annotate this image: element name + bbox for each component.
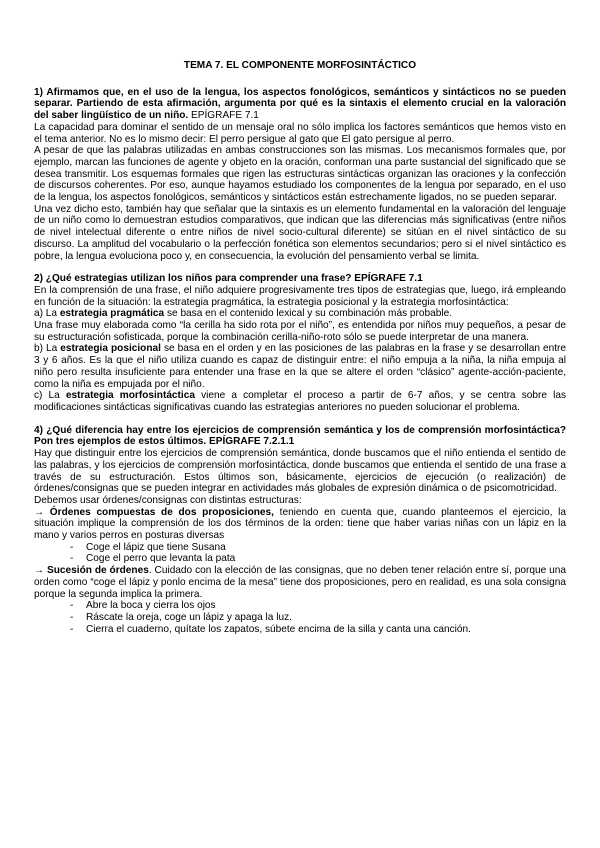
q1-paragraph-3: Una vez dicho esto, también hay que señalar que la sintaxis es un elemento fundamental en la valoración del lenguaje de un niño como lo demuestran estudios comparativos, que indican que las diferencias más significativas (entre niños de nivel intelectual diferente o entre niños de nivel socio-cultural diferente) se sitúan en el nivel sintáctico de su discurso. La amplitud del vocabulario o la perfección fonética son elementos secundarios; pero si el nivel sintáctico es pobre, la lengua evoluciona poco y, en consecuencia, la evolución del pensamiento verbal se limita. [34, 203, 566, 262]
q1-paragraph-1: La capacidad para dominar el sentido de un mensaje oral no sólo implica los factores semánticos que hemos visto en el tema anterior. No es lo mismo decir: El perro persigue al gato que El gato persigue al perro. [34, 121, 566, 145]
q2-paragraph-1: En la comprensión de una frase, el niño adquiere progresivamente tres tipos de estrategias que, luego, irá empleando en función de la situación: la estrategia pragmática, la estrategia posicional y la estrategia morfosintáctica: [34, 284, 566, 308]
arrow-icon: → [34, 506, 50, 518]
q2-a-term: estrategia pragmática [59, 308, 165, 320]
question-2: 2) ¿Qué estrategias utilizan los niños para comprender una frase? EPÍGRAFE 7.1 [34, 273, 423, 285]
q2-c-term: estrategia morfosintáctica [65, 390, 195, 402]
page-title: TEMA 7. EL COMPONENTE MORFOSINTÁCTICO [183, 60, 417, 71]
q4-paragraph-2: Debemos usar órdenes/consignas con distintas estructuras: [34, 494, 302, 506]
q2-a-text: se basa en el contenido lexical y su combinación más probable. [164, 308, 453, 320]
q4-order-type-2 [34, 565, 566, 600]
q4-o2-text: . Cuidado con la elección de las consignas, que no deben tener relación entre sí, porque una orden como “coge el lápiz y ponlo encima de la mesa” tiene dos proposiciones, pero en realidad, es una sola consigna porque la segunda implica la primera. [34, 565, 567, 600]
q4-paragraph-1: Hay que distinguir entre los ejercicios de comprensión semántica, donde buscamos que el niño entienda el sentido de las palabras, y los ejercicios de comprensión morfosintáctica, donde buscamos que entienda el sentido de una frase a través de su estructuración. Estos últimos son, básicamente, ejercicios de ejecución (o realización) de órdenes/consignas que se pueden integrar en actividades más globales de expresión dinámica o de psicomotricidad. [34, 448, 566, 495]
question-1 [34, 87, 566, 122]
q2-b-prefix: b) La [34, 343, 61, 355]
q4-o1-term: Órdenes compuestas de dos proposiciones, [49, 506, 274, 518]
list-item: - Coge el perro que levanta la pata [70, 553, 566, 565]
q4-o2-term: Sucesión de órdenes [47, 565, 149, 577]
q1-paragraph-2: A pesar de que las palabras utilizadas en ambas construcciones son las mismas. Los mecanismos formales que, por ejemplo, marcan las funciones de agente y objeto en la oración, conforman una parte sustancial del significado que se desea transmitir. Los esquemas formales que rigen las estructuras sintácticas organizan las oraciones y la confección de discursos coherentes. Por eso, aunque hayamos estudiado los componentes de la lengua por separado, en el uso de la lengua, los aspectos fonológicos, semánticos y sintácticos están estrechamente ligados, no se pueden separar. [34, 145, 566, 204]
q2-b-text: se basa en el orden y en las posiciones de las palabras en la frase y se desarrollan entre 3 y 6 años. Es la que el niño utiliza cuando es capaz de distinguir entre: el niño empuja a la niña, la niña empuja al niño pero resulta insuficiente para entender una frase en la que se altere el orden “clásico” agente-acción-paciente, como la niña es empujada por el niño. [34, 343, 566, 390]
question-1-ref: EPÍGRAFE 7.1 [188, 110, 259, 122]
q2-a-prefix: a) La [34, 308, 60, 320]
q2-strategy-a-example: Una frase muy elaborada como “la cerilla ha sido rota por el niño”, es entendida por niños muy pequeños, a pesar de su estructuración sofisticada, porque la combinación cerilla-niño-roto sólo se puede interpretar de una manera. [34, 320, 566, 343]
list-item: - Coge el lápiz que tiene Susana [70, 542, 566, 554]
q2-strategy-b [34, 343, 566, 390]
q4-order-type-1 [34, 507, 566, 542]
list-item: - Abre la boca y cierra los ojos [70, 600, 566, 612]
q2-strategy-c [34, 390, 566, 413]
q4-o1-list [34, 542, 566, 565]
question-4: 4) ¿Qué diferencia hay entre los ejercicios de comprensión semántica y los de comprensión morfosintáctica? Pon tres ejemplos de estos últimos. EPÍGRAFE 7.2.1.1 [34, 424, 566, 448]
q2-b-term: estrategia posicional [60, 343, 161, 355]
list-item: - Cierra el cuaderno, quítate los zapatos, súbete encima de la silla y canta una canción. [70, 624, 566, 636]
q2-strategy-a [34, 308, 566, 320]
question-1-text: 1) Afirmamos que, en el uso de la lengua, los aspectos fonológicos, semánticos y sintácticos no se pueden separar. Partiendo de esta afirmación, argumenta por qué es la sintaxis el elemento crucial en la valoración del saber lingüístico de un niño. [34, 86, 566, 122]
q2-c-prefix: c) La [34, 390, 66, 402]
q4-o2-list [34, 600, 566, 635]
q2-c-text: viene a completar el proceso a partir de 6-7 años, y se centra sobre las modificaciones sintácticas significativas cuando las estrategias anteriores no pueden solucionar el problema. [34, 390, 566, 413]
q4-o1-text: teniendo en cuenta que, cuando planteemos el ejercicio, la situación implique la comprensión de los dos términos de la orden: tiene que haber varias niñas con un lápiz en la mano y varios perros en posturas diversas [34, 506, 566, 542]
arrow-icon: → [34, 565, 48, 577]
list-item: - Ráscate la oreja, coge un lápiz y apaga la luz. [70, 612, 566, 624]
